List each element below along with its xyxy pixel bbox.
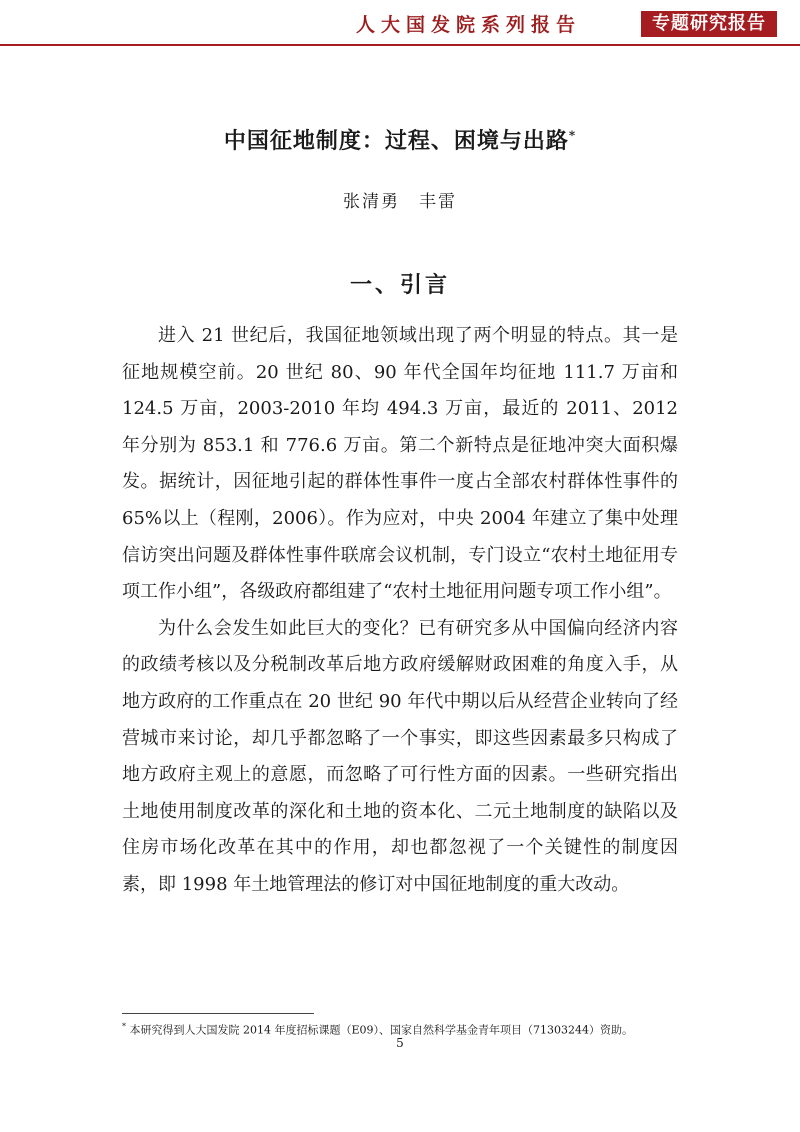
footnote: [122, 1020, 682, 1038]
section-heading: 一、引言: [349, 272, 450, 298]
article-title-text: 中国征地制度：过程、困境与出路: [223, 128, 569, 154]
report-type-badge: 专题研究报告: [641, 11, 777, 37]
article-authors: 张清勇 丰雷: [343, 192, 457, 212]
footnote-text: 本研究得到人大国发院 2014 年度招标课题（E09）、国家自然科学基金青年项目（71303244）资助。: [129, 1023, 633, 1037]
page-number: 5: [396, 1036, 404, 1050]
footnote-divider: [122, 1013, 314, 1014]
footnote-mark: *: [122, 1022, 126, 1031]
article-body: [122, 318, 678, 904]
page-header: [0, 0, 800, 44]
article-title: [0, 124, 800, 155]
report-series-name: 人大国发院系列报告: [356, 14, 582, 36]
title-footnote-mark[interactable]: *: [568, 128, 577, 143]
paragraph-2: 为什么会发生如此巨大的变化？已有研究多从中国偏向经济内容的政绩考核以及分税制改革后地方政府缓解财政困难的角度入手，从地方政府的工作重点在 20 世纪 90 年代中期以后从经营企业转向了经营城市来讨论，却几乎都忽略了一个事实，即这些因素最多只构成了地方政府主观上的意愿，而忽略了可行性方面的因素。一些研究指出土地使用制度改革的深化和土地的资本化、二元土地制度的缺陷以及住房市场化改革在其中的作用，却也都忽视了一个关键性的制度因素，即 1998 年土地管理法的修订对中国征地制度的重大改动。: [122, 617, 678, 895]
paragraph-1: 进入 21 世纪后，我国征地领域出现了两个明显的特点。其一是征地规模空前。20 世纪 80、90 年代全国年均征地 111.7 万亩和 124.5 万亩，2003-2010 年均 494.3 万亩，最近的 2011、2012 年分别为 853.1 和 776.6 万亩。第二个新特点是征地冲突大面积爆发。据统计，因征地引起的群体性事件一度占全部农村群体性事件的 65%以上（程刚，2006）。作为应对，中央 2004 年建立了集中处理信访突出问题及群体性事件联席会议机制，专门设立“农村土地征用专项工作小组”，各级政府都组建了“农村土地征用问题专项工作小组”。: [122, 325, 678, 603]
header-divider: [0, 44, 800, 46]
